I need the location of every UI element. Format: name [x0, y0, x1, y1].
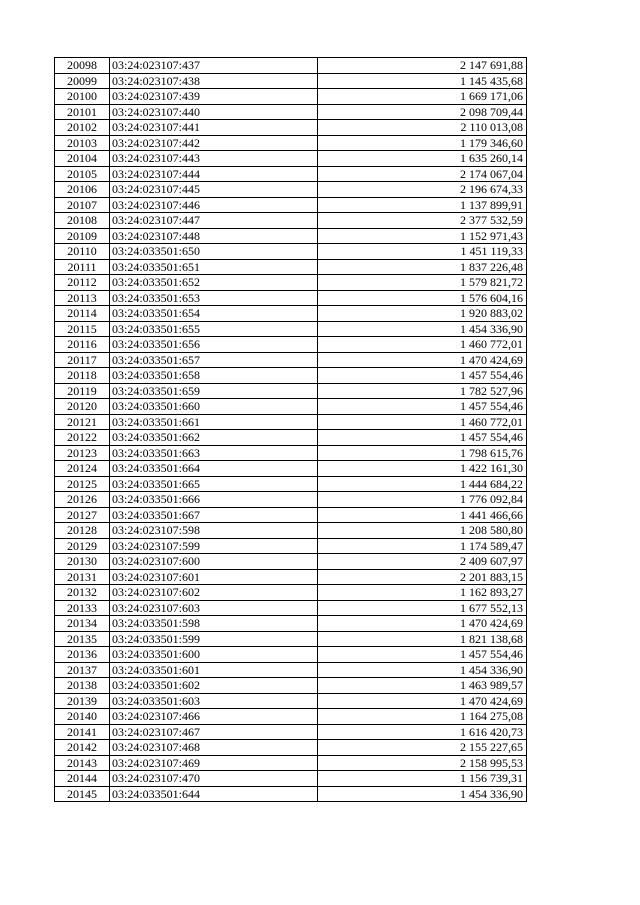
row-number-cell: 20129 [55, 538, 110, 554]
cadastral-number-cell: 03:24:033501:661 [110, 414, 318, 430]
value-cell: 2 147 691,88 [318, 58, 527, 74]
cadastral-number-cell: 03:24:033501:667 [110, 507, 318, 523]
table-row [55, 600, 527, 616]
row-number-cell: 20098 [55, 58, 110, 74]
cadastral-number-cell: 03:24:023107:598 [110, 523, 318, 539]
table-row [55, 135, 527, 151]
value-cell: 1 208 580,80 [318, 523, 527, 539]
cadastral-number-cell: 03:24:023107:470 [110, 771, 318, 787]
row-number-cell: 20120 [55, 399, 110, 415]
value-cell: 2 196 674,33 [318, 182, 527, 198]
cadastral-number-cell: 03:24:033501:650 [110, 244, 318, 260]
table-row [55, 290, 527, 306]
cadastral-number-cell: 03:24:023107:466 [110, 709, 318, 725]
row-number-cell: 20101 [55, 104, 110, 120]
table-row [55, 89, 527, 105]
table-row [55, 523, 527, 539]
cadastral-number-cell: 03:24:023107:441 [110, 120, 318, 136]
cadastral-number-cell: 03:24:023107:438 [110, 73, 318, 89]
row-number-cell: 20138 [55, 678, 110, 694]
value-cell: 2 377 532,59 [318, 213, 527, 229]
value-cell: 1 920 883,02 [318, 306, 527, 322]
row-number-cell: 20124 [55, 461, 110, 477]
cadastral-number-cell: 03:24:023107:602 [110, 585, 318, 601]
table-row [55, 693, 527, 709]
row-number-cell: 20112 [55, 275, 110, 291]
table-row [55, 616, 527, 632]
row-number-cell: 20136 [55, 647, 110, 663]
table-row [55, 151, 527, 167]
row-number-cell: 20137 [55, 662, 110, 678]
value-cell: 1 776 092,84 [318, 492, 527, 508]
cadastral-number-cell: 03:24:023107:440 [110, 104, 318, 120]
value-cell: 1 677 552,13 [318, 600, 527, 616]
row-number-cell: 20141 [55, 724, 110, 740]
value-cell: 1 444 684,22 [318, 476, 527, 492]
cadastral-number-cell: 03:24:033501:658 [110, 368, 318, 384]
row-number-cell: 20140 [55, 709, 110, 725]
row-number-cell: 20115 [55, 321, 110, 337]
cadastral-number-cell: 03:24:033501:653 [110, 290, 318, 306]
cadastral-number-cell: 03:24:033501:651 [110, 259, 318, 275]
row-number-cell: 20100 [55, 89, 110, 105]
table-row [55, 430, 527, 446]
row-number-cell: 20102 [55, 120, 110, 136]
row-number-cell: 20113 [55, 290, 110, 306]
value-cell: 1 422 161,30 [318, 461, 527, 477]
value-cell: 1 457 554,46 [318, 647, 527, 663]
table-row [55, 631, 527, 647]
table-row [55, 337, 527, 353]
table-row [55, 414, 527, 430]
row-number-cell: 20117 [55, 352, 110, 368]
row-number-cell: 20105 [55, 166, 110, 182]
cadastral-number-cell: 03:24:033501:657 [110, 352, 318, 368]
table-row [55, 445, 527, 461]
cadastral-number-cell: 03:24:023107:599 [110, 538, 318, 554]
value-cell: 1 457 554,46 [318, 368, 527, 384]
table-row [55, 213, 527, 229]
cadastral-number-cell: 03:24:023107:468 [110, 740, 318, 756]
value-cell: 1 156 739,31 [318, 771, 527, 787]
row-number-cell: 20126 [55, 492, 110, 508]
table-row [55, 476, 527, 492]
value-cell: 1 579 821,72 [318, 275, 527, 291]
table-row [55, 569, 527, 585]
table-row [55, 771, 527, 787]
table-row [55, 368, 527, 384]
value-cell: 2 155 227,65 [318, 740, 527, 756]
value-cell: 1 463 989,57 [318, 678, 527, 694]
row-number-cell: 20143 [55, 755, 110, 771]
value-cell: 1 454 336,90 [318, 321, 527, 337]
value-cell: 2 098 709,44 [318, 104, 527, 120]
value-cell: 1 635 260,14 [318, 151, 527, 167]
cadastral-number-cell: 03:24:033501:666 [110, 492, 318, 508]
row-number-cell: 20130 [55, 554, 110, 570]
row-number-cell: 20142 [55, 740, 110, 756]
cadastral-value-table [54, 57, 527, 802]
value-cell: 1 460 772,01 [318, 337, 527, 353]
row-number-cell: 20119 [55, 383, 110, 399]
table-row [55, 306, 527, 322]
table-row [55, 166, 527, 182]
table-row [55, 58, 527, 74]
cadastral-number-cell: 03:24:023107:446 [110, 197, 318, 213]
table-row [55, 585, 527, 601]
table-row [55, 709, 527, 725]
cadastral-number-cell: 03:24:023107:447 [110, 213, 318, 229]
value-cell: 1 821 138,68 [318, 631, 527, 647]
table-row [55, 399, 527, 415]
table-body [55, 58, 527, 802]
cadastral-number-cell: 03:24:023107:467 [110, 724, 318, 740]
value-cell: 2 201 883,15 [318, 569, 527, 585]
value-cell: 1 470 424,69 [318, 616, 527, 632]
table-row [55, 554, 527, 570]
row-number-cell: 20125 [55, 476, 110, 492]
cadastral-number-cell: 03:24:023107:601 [110, 569, 318, 585]
cadastral-number-cell: 03:24:033501:603 [110, 693, 318, 709]
row-number-cell: 20122 [55, 430, 110, 446]
value-cell: 1 457 554,46 [318, 430, 527, 446]
row-number-cell: 20109 [55, 228, 110, 244]
value-cell: 2 174 067,04 [318, 166, 527, 182]
cadastral-number-cell: 03:24:033501:660 [110, 399, 318, 415]
value-cell: 1 454 336,90 [318, 786, 527, 802]
table-row [55, 228, 527, 244]
value-cell: 2 110 013,08 [318, 120, 527, 136]
row-number-cell: 20099 [55, 73, 110, 89]
cadastral-number-cell: 03:24:023107:603 [110, 600, 318, 616]
value-cell: 1 837 226,48 [318, 259, 527, 275]
row-number-cell: 20127 [55, 507, 110, 523]
cadastral-number-cell: 03:24:033501:662 [110, 430, 318, 446]
row-number-cell: 20121 [55, 414, 110, 430]
cadastral-number-cell: 03:24:033501:655 [110, 321, 318, 337]
table-row [55, 786, 527, 802]
table-row [55, 104, 527, 120]
table-row [55, 662, 527, 678]
cadastral-number-cell: 03:24:023107:469 [110, 755, 318, 771]
value-cell: 2 158 995,53 [318, 755, 527, 771]
table-row [55, 647, 527, 663]
value-cell: 1 179 346,60 [318, 135, 527, 151]
value-cell: 1 460 772,01 [318, 414, 527, 430]
row-number-cell: 20118 [55, 368, 110, 384]
table-row [55, 275, 527, 291]
row-number-cell: 20145 [55, 786, 110, 802]
cadastral-number-cell: 03:24:033501:665 [110, 476, 318, 492]
value-cell: 1 576 604,16 [318, 290, 527, 306]
value-cell: 1 451 119,33 [318, 244, 527, 260]
cadastral-number-cell: 03:24:033501:601 [110, 662, 318, 678]
cadastral-number-cell: 03:24:033501:599 [110, 631, 318, 647]
cadastral-number-cell: 03:24:023107:439 [110, 89, 318, 105]
row-number-cell: 20123 [55, 445, 110, 461]
cadastral-number-cell: 03:24:033501:652 [110, 275, 318, 291]
cadastral-number-cell: 03:24:023107:448 [110, 228, 318, 244]
table-row [55, 461, 527, 477]
value-cell: 1 164 275,08 [318, 709, 527, 725]
row-number-cell: 20108 [55, 213, 110, 229]
row-number-cell: 20107 [55, 197, 110, 213]
table-row [55, 678, 527, 694]
cadastral-number-cell: 03:24:033501:598 [110, 616, 318, 632]
table-row [55, 724, 527, 740]
table-row [55, 73, 527, 89]
cadastral-number-cell: 03:24:023107:600 [110, 554, 318, 570]
row-number-cell: 20103 [55, 135, 110, 151]
cadastral-number-cell: 03:24:033501:600 [110, 647, 318, 663]
cadastral-number-cell: 03:24:033501:644 [110, 786, 318, 802]
value-cell: 1 616 420,73 [318, 724, 527, 740]
row-number-cell: 20111 [55, 259, 110, 275]
table-row [55, 507, 527, 523]
cadastral-number-cell: 03:24:023107:445 [110, 182, 318, 198]
row-number-cell: 20116 [55, 337, 110, 353]
row-number-cell: 20132 [55, 585, 110, 601]
value-cell: 1 457 554,46 [318, 399, 527, 415]
cadastral-number-cell: 03:24:033501:659 [110, 383, 318, 399]
table-row [55, 259, 527, 275]
cadastral-number-cell: 03:24:023107:437 [110, 58, 318, 74]
table-row [55, 120, 527, 136]
table-row [55, 182, 527, 198]
value-cell: 1 174 589,47 [318, 538, 527, 554]
row-number-cell: 20135 [55, 631, 110, 647]
value-cell: 1 454 336,90 [318, 662, 527, 678]
table-row [55, 244, 527, 260]
row-number-cell: 20106 [55, 182, 110, 198]
table-row [55, 538, 527, 554]
row-number-cell: 20134 [55, 616, 110, 632]
cadastral-number-cell: 03:24:033501:664 [110, 461, 318, 477]
cadastral-number-cell: 03:24:033501:663 [110, 445, 318, 461]
table-row [55, 755, 527, 771]
document-page [54, 57, 527, 802]
row-number-cell: 20133 [55, 600, 110, 616]
cadastral-number-cell: 03:24:033501:602 [110, 678, 318, 694]
cadastral-number-cell: 03:24:023107:444 [110, 166, 318, 182]
table-row [55, 492, 527, 508]
value-cell: 1 137 899,91 [318, 197, 527, 213]
cadastral-number-cell: 03:24:033501:654 [110, 306, 318, 322]
cadastral-number-cell: 03:24:033501:656 [110, 337, 318, 353]
value-cell: 1 152 971,43 [318, 228, 527, 244]
row-number-cell: 20128 [55, 523, 110, 539]
value-cell: 1 669 171,06 [318, 89, 527, 105]
value-cell: 1 470 424,69 [318, 352, 527, 368]
table-row [55, 740, 527, 756]
row-number-cell: 20110 [55, 244, 110, 260]
value-cell: 1 441 466,66 [318, 507, 527, 523]
row-number-cell: 20104 [55, 151, 110, 167]
row-number-cell: 20114 [55, 306, 110, 322]
cadastral-number-cell: 03:24:023107:443 [110, 151, 318, 167]
value-cell: 1 162 893,27 [318, 585, 527, 601]
table-row [55, 383, 527, 399]
value-cell: 1 782 527,96 [318, 383, 527, 399]
value-cell: 1 798 615,76 [318, 445, 527, 461]
table-row [55, 197, 527, 213]
row-number-cell: 20139 [55, 693, 110, 709]
row-number-cell: 20131 [55, 569, 110, 585]
cadastral-number-cell: 03:24:023107:442 [110, 135, 318, 151]
table-row [55, 352, 527, 368]
value-cell: 1 145 435,68 [318, 73, 527, 89]
value-cell: 1 470 424,69 [318, 693, 527, 709]
row-number-cell: 20144 [55, 771, 110, 787]
table-row [55, 321, 527, 337]
value-cell: 2 409 607,97 [318, 554, 527, 570]
